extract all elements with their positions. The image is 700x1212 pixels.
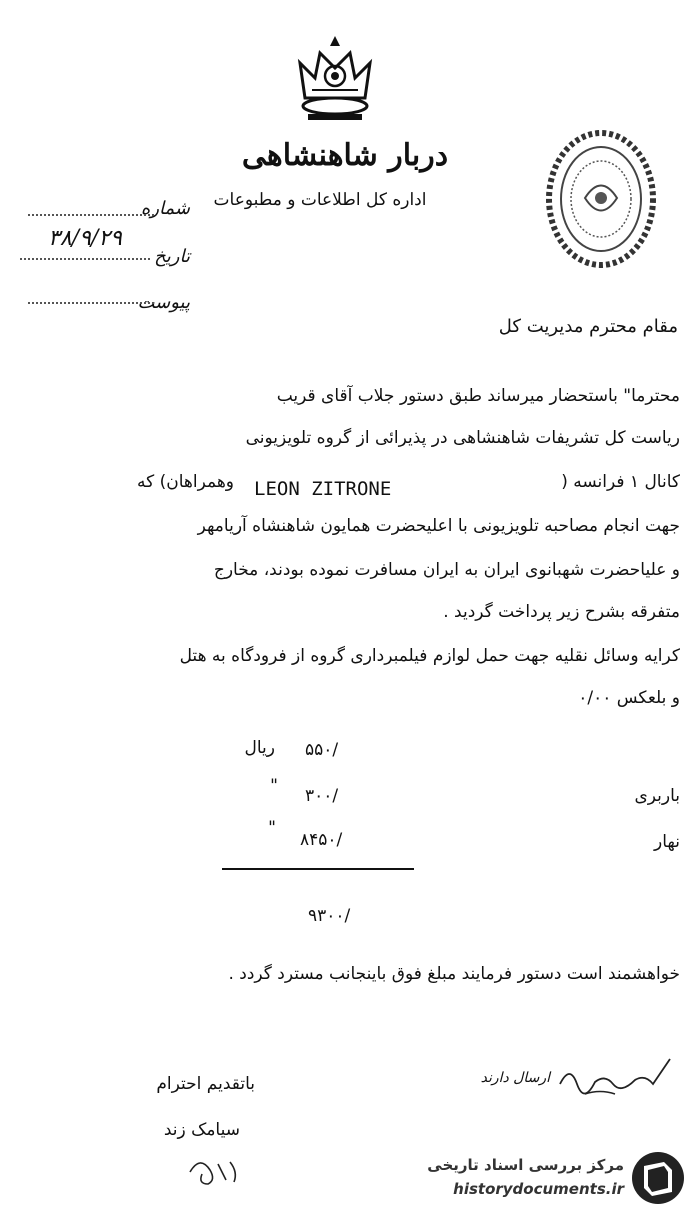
body-line-7: کرایه وسائل نقلیه جهت حمل لوازم فیلمبرداری گروه از فرودگاه به هتل — [179, 646, 680, 666]
expense-amount: ۳۰۰/ — [305, 786, 339, 806]
date-value: ۳۸/۹/۲۹ — [48, 226, 122, 251]
court-title: دربار شاهنشاهی — [241, 138, 449, 173]
total-divider — [222, 868, 414, 870]
closing-regards: باتقدیم احترام — [156, 1074, 255, 1094]
watermark-name: مرکز بررسی اسناد تاریخی — [427, 1156, 624, 1174]
total-amount: ۹۳۰۰/ — [308, 906, 351, 926]
body-line-8: و بلعکس ۰/۰۰ — [578, 688, 680, 708]
expense-amount: ۸۴۵۰/ — [300, 830, 343, 850]
request-line: خواهشمند است دستور فرمایند مبلغ فوق باینجانب مسترد گردد . — [228, 964, 680, 984]
expense-unit: " — [270, 776, 278, 796]
body-line-3-end: وهمراهان) که — [137, 472, 234, 492]
margin-note: ارسال دارند — [480, 1070, 550, 1086]
body-line-6: متفرقه بشرح زیر پرداخت گردید . — [443, 602, 680, 622]
sender-name: سیامک زند — [163, 1120, 240, 1140]
expense-unit: ریال — [244, 738, 275, 758]
number-field-line — [28, 214, 154, 216]
royal-seal-icon — [545, 128, 657, 270]
salutation: مقام محترم مدیریت کل — [498, 316, 678, 337]
number-label: شماره — [140, 198, 190, 219]
expense-amount: ۵۵۰/ — [305, 740, 339, 760]
date-label: تاریخ — [154, 246, 190, 267]
date-field-line — [20, 258, 150, 260]
expense-label: نهار — [654, 832, 680, 852]
body-line-3-start: کانال ۱ فرانسه ( — [561, 472, 680, 492]
body-line-5: و علیاحضرت شهبانوی ایران به ایران مسافرت نموده بودند، مخارج — [213, 560, 680, 580]
expense-label: باربری — [634, 786, 680, 806]
body-line-2: ریاست کل تشریفات شاهنشاهی در پذیرائی از گروه تلویزیونی — [245, 428, 680, 448]
body-line-4: جهت انجام مصاحبه تلویزیونی با اعلیحضرت همایون شاهنشاه آریامهر — [197, 516, 680, 536]
body-line-1: محترما" باستحضار میرساند طبق دستور جلاب آقای قریب — [276, 386, 680, 406]
attachment-field-line — [28, 302, 154, 304]
body-line-3-name: LEON ZITRONE — [254, 478, 392, 500]
crown-icon — [290, 28, 380, 128]
expense-unit: " — [268, 818, 276, 838]
attachment-label: پیوست — [137, 292, 190, 313]
history-center-logo-icon — [630, 1150, 686, 1206]
handwritten-signature-icon — [555, 1054, 675, 1104]
sender-signature-icon — [180, 1150, 250, 1190]
department-name: اداره کل اطلاعات و مطبوعات — [213, 190, 427, 210]
watermark-site: historydocuments.ir — [453, 1180, 624, 1198]
